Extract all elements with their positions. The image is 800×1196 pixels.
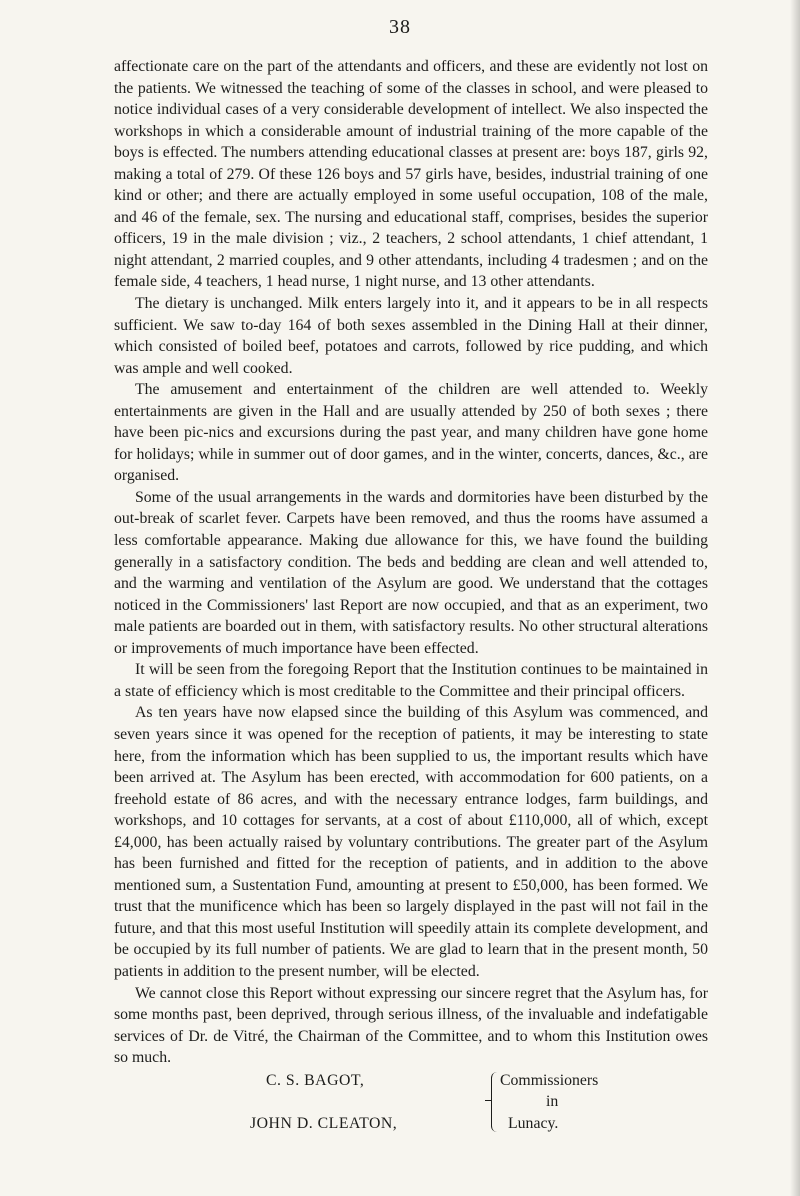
signatory-name: JOHN D. CLEATON,: [250, 1114, 398, 1132]
page-edge-shadow: [790, 0, 800, 1196]
paragraph: affectionate care on the part of the attendants and officers, and these are evidently not lost on the patients. We witnessed the teaching of some of the classes in school, and were pleased to notice individual cases of a very considerable development of intellect. We also inspected the workshops in which a considerable amount of industrial training of the more capable of the boys is effected. The numbers attending educational classes at present are: boys 187, girls 92, making a total of 279. Of these 126 boys and 57 girls have, besides, industrial training of one kind or other; and there are actually employed in some useful occupation, 108 of the male, and 46 of the female, sex. The nursing and educational staff, comprises, besides the superior officers, 19 in the male division ; viz., 2 teachers, 2 school attendants, 1 chief attendant, 1 night attendant, 2 married couples, and 9 other attendants, including 4 tradesmen ; and on the female side, 4 teachers, 1 head nurse, 1 night nurse, and 13 other attendants.: [114, 58, 708, 291]
signatory-title: Lunacy.: [508, 1114, 559, 1132]
paragraph: As ten years have now elapsed since the building of this Asylum was commenced, and seven years since it was opened for the reception of patients, it may be interesting to state here, from the information which has been supplied to us, the important results which have been arrived at. The Asylum has been erected, with accommodation for 600 patients, on a freehold estate of 86 acres, and with the necessary entrance lodges, farm buildings, and workshops, and 10 cottages for servants, at a cost of about £110,000, all of which, except £4,000, has been actually raised by voluntary contributions. The greater part of the Asylum has been furnished and fitted for the reception of patients, and in addition to the above mentioned sum, a Sustentation Fund, amounting at present to £50,000, has been formed. We trust that the munificence which has been so largely displayed in the past will not fail in the future, and that this most useful Institution will speedily attain its complete development, and be occupied by its full number of patients. We are glad to learn that in the present month, 50 patients in addition to the present number, will be elected.: [114, 704, 708, 980]
paragraph: It will be seen from the foregoing Report that the Institution continues to be maintained in a state of efficiency which is most creditable to the Committee and their principal officers.: [114, 661, 708, 700]
brace-icon: [491, 1072, 498, 1132]
signatory-title: in: [546, 1092, 559, 1110]
paragraph: The amusement and entertainment of the children are well attended to. Weekly entertainments are given in the Hall and are usually attended by 250 of both sexes ; there have been pic-nics and excursions during the past year, and many children have gone home for holidays; while in summer out of door games, and in the winter, concerts, dances, &c., are organised.: [114, 381, 708, 485]
paragraph: The dietary is unchanged. Milk enters largely into it, and it appears to be in all respects sufficient. We saw to-day 164 of both sexes assembled in the Dining Hall at their dinner, which consisted of boiled beef, potatoes and carrots, followed by rice pudding, and which was ample and well cooked.: [114, 295, 708, 377]
page-number: 38: [389, 16, 411, 38]
paragraph: We cannot close this Report without expressing our sincere regret that the Asylum has, for some months past, been deprived, through serious illness, of the invaluable and indefatigable services of Dr. de Vitré, the Chairman of the Committee, and to whom this Institution owes so much.: [114, 984, 708, 1067]
report-body: [114, 56, 708, 1136]
signature-block: [114, 1070, 708, 1136]
signatory-title: Commissioners: [500, 1071, 599, 1089]
paragraph: Some of the usual arrangements in the wards and dormitories have been disturbed by the out-break of scarlet fever. Carpets have been removed, and thus the rooms have assumed a less comfortable appearance. Making due allowance for this, we have found the building generally in a satisfactory condition. The beds and bedding are clean and well attended to, and the warming and ventilation of the Asylum are good. We understand that the cottages noticed in the Commissioners' last Report are now occupied, and that as an experiment, two male patients are boarded out in them, with satisfactory results. No other structural alterations or improvements of much importance have been effected.: [114, 488, 708, 657]
signatory-name: C. S. BAGOT,: [266, 1071, 365, 1089]
